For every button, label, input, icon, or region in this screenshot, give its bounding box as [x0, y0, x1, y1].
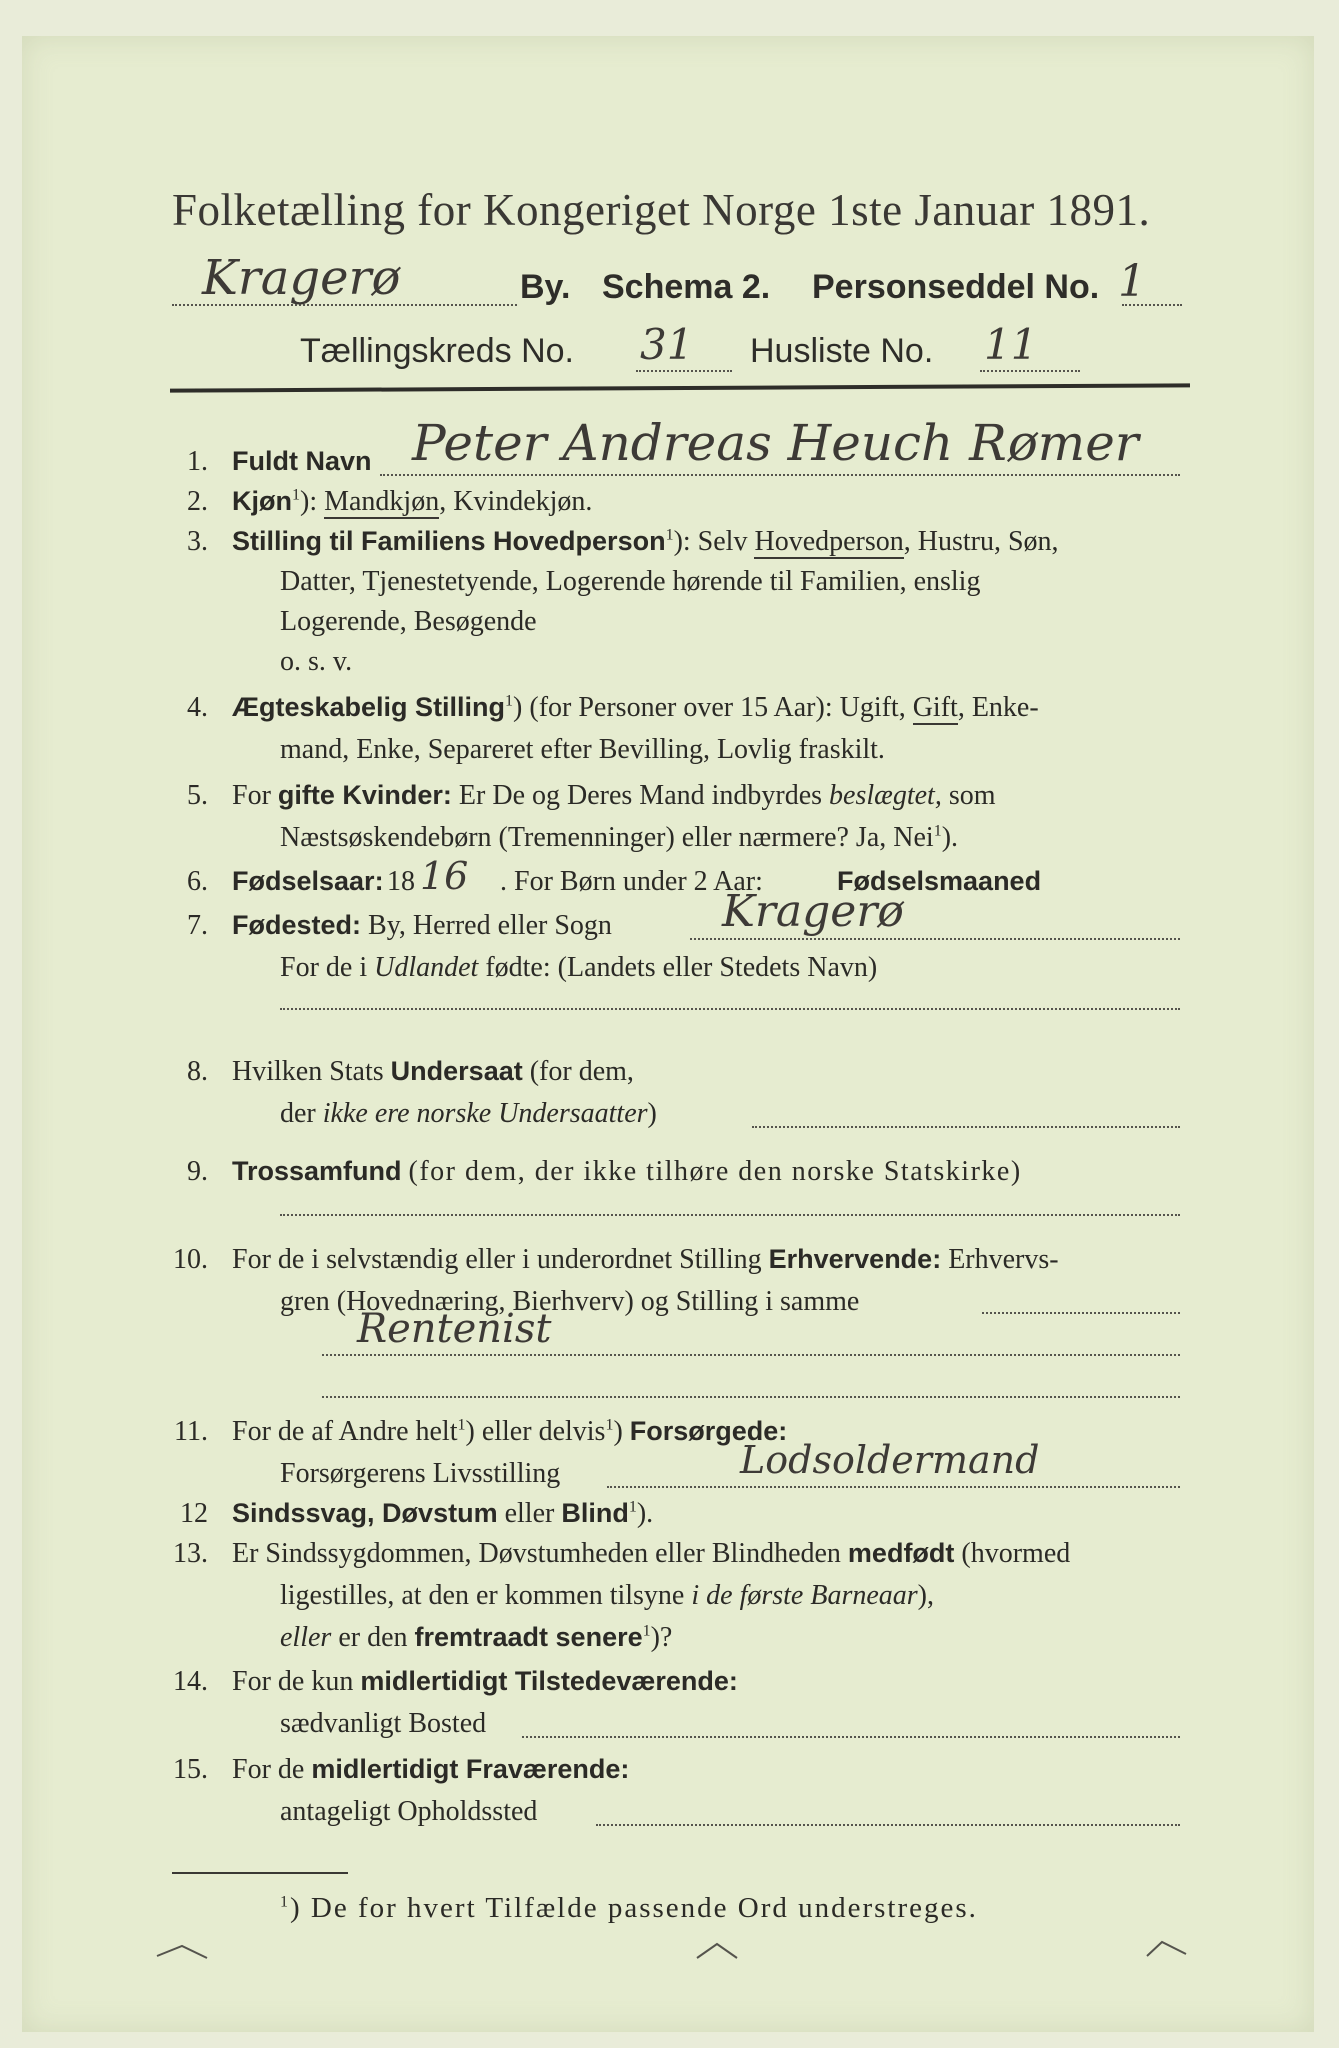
item-7-line [690, 938, 1180, 940]
item-4-b: , Enke- [957, 692, 1039, 723]
corner-mark-right-icon [1142, 1932, 1192, 1962]
item-2-label: Kjøn [232, 486, 292, 516]
husliste-dotted-line [980, 370, 1080, 372]
item-13-b: (hvormed [961, 1538, 1071, 1569]
item-7-line-2a: For de i [280, 952, 368, 983]
item-7-a: By, Herred eller Sogn [368, 910, 612, 941]
item-3-a: ): Selv [673, 526, 748, 557]
item-13-number: 13. [173, 1538, 208, 1569]
item-13-line-3b: )? [650, 1622, 673, 1653]
item-11-line [607, 1486, 1180, 1488]
item-15-label: midlertidigt Fraværende: [311, 1754, 630, 1784]
item-13-line-2 [280, 1580, 934, 1612]
item-8-line-2a: der [280, 1098, 316, 1129]
item-3-b: , Hustru, Søn, [903, 526, 1059, 557]
item-11-line-1 [232, 1416, 787, 1448]
corner-mark-center-icon [692, 1936, 742, 1966]
item-11-value: Lodsoldermand [740, 1438, 1040, 1482]
item-11-b: ) eller delvis [465, 1416, 606, 1447]
item-1-line [380, 474, 1180, 476]
item-12-a: eller [504, 1498, 555, 1529]
personseddel-label: Personseddel No. [812, 268, 1100, 306]
census-form-page [22, 36, 1314, 2032]
item-4-line-1 [232, 692, 1039, 724]
item-14-label: midlertidigt Tilstedeværende: [360, 1666, 738, 1696]
item-5-b: som [948, 780, 996, 811]
item-5-label: gifte Kvinder: [277, 780, 452, 810]
item-13-line-3i: eller [280, 1622, 332, 1653]
personseddel-number: 1 [1118, 256, 1146, 307]
item-14-line-1 [232, 1666, 738, 1698]
item-12-label-2: Blind [561, 1498, 629, 1528]
item-11-label: Forsørgede: [629, 1416, 788, 1446]
item-3-underlined: Hovedperson [754, 526, 904, 557]
item-8-line-1 [232, 1056, 634, 1088]
item-14-number: 14. [173, 1666, 208, 1697]
item-8-label: Undersaat [390, 1056, 523, 1086]
item-1-value: Peter Andreas Heuch Rømer [412, 414, 1139, 472]
item-12-line-1 [232, 1498, 653, 1530]
item-10-b: Erhvervs- [948, 1244, 1059, 1275]
item-4-number: 4. [187, 692, 208, 723]
item-12-label: Sindssvag, Døvstum [232, 1498, 498, 1528]
item-6-value: 16 [420, 854, 469, 898]
item-4-label: Ægteskabelig Stilling [232, 692, 506, 722]
header-rule [170, 383, 1190, 392]
item-6-label-2: Fødselsmaaned [837, 866, 1042, 896]
item-3-line-4: o. s. v. [280, 646, 353, 677]
item-12-sup: 1 [628, 1498, 637, 1516]
item-13-a: Er Sindssygdommen, Døvstumheden eller Blindheden [232, 1538, 841, 1569]
item-14-line-2: sædvanligt Bosted [280, 1708, 487, 1739]
item-10-line-2: gren (Hovednæring, Bierhverv) og Stilling i samme [280, 1286, 860, 1317]
item-1-number: 1. [187, 446, 208, 477]
item-11-sup-2: 1 [605, 1416, 614, 1434]
item-7-extra-line [280, 1008, 1180, 1010]
item-8-line-2i: ikke ere norske Undersaatter [322, 1098, 648, 1129]
item-13-line-3 [280, 1622, 672, 1654]
husliste-label: Husliste No. [750, 332, 934, 370]
item-3-line-2: Datter, Tjenestetyende, Logerende hørende til Familien, enslig [280, 566, 981, 597]
item-11-a: For de af Andre helt [232, 1416, 458, 1447]
item-3-line-3: Logerende, Besøgende [280, 606, 537, 637]
item-15-line-2: antageligt Opholdssted [280, 1796, 538, 1827]
item-6-mid: . For Børn under 2 Aar: [500, 866, 763, 897]
kreds-number: 31 [640, 320, 694, 369]
item-5-line-2 [280, 822, 958, 854]
item-2-text [232, 486, 592, 518]
item-15-line-1 [232, 1754, 629, 1786]
personseddel-dotted-line [1122, 304, 1182, 306]
item-10-number: 10. [173, 1244, 208, 1275]
item-8-number: 8. [187, 1056, 208, 1087]
item-15-a: For de [232, 1754, 305, 1785]
item-13-line-3a: er den [338, 1622, 408, 1653]
item-8-a: Hvilken Stats [232, 1056, 384, 1087]
item-5-end: ). [941, 822, 959, 853]
item-7-line-2b: fødte: (Landets eller Stedets Navn) [485, 952, 878, 983]
footnote-rule [172, 1872, 348, 1874]
item-7-line-2i: Udlandet [374, 952, 479, 983]
item-14-line [522, 1736, 1180, 1738]
item-10-label: Erhvervende: [768, 1244, 942, 1274]
item-5-sup: 1 [933, 822, 942, 840]
item-7-line-2 [280, 952, 877, 984]
item-7-label: Fødested: [232, 910, 362, 940]
footnote [280, 1892, 978, 1925]
item-4-sup: 1 [505, 692, 514, 710]
item-8-line-2b: ) [647, 1098, 657, 1129]
item-7-line-1 [232, 910, 612, 942]
item-12-b: ). [636, 1498, 654, 1529]
item-12-number: 12 [180, 1498, 208, 1529]
item-15-number: 15. [173, 1754, 208, 1785]
item-5-number: 5. [187, 780, 208, 811]
item-10-extra-line [322, 1396, 1180, 1398]
item-8-line-2 [280, 1098, 657, 1130]
item-9-extra-line [280, 1214, 1180, 1216]
item-8-line [752, 1126, 1180, 1128]
husliste-number: 11 [984, 320, 1038, 369]
item-11-sup: 1 [457, 1416, 466, 1434]
item-11-c: ) [613, 1416, 623, 1447]
item-2-number: 2. [187, 486, 208, 517]
item-10-a: For de i selvstændig eller i underordnet Stilling [232, 1244, 762, 1275]
footnote-sup: 1 [280, 1893, 290, 1911]
city-handwritten: Kragerø [202, 250, 401, 306]
item-3-number: 3. [187, 526, 208, 557]
item-10-line [982, 1312, 1180, 1314]
item-13-line-2i: i de første Barneaar [691, 1580, 918, 1611]
item-5-a: Er De og Deres Mand indbyrdes [458, 780, 823, 811]
item-1-label: Fuldt Navn [232, 446, 372, 476]
item-4-line-2: mand, Enke, Separeret efter Bevilling, Lovlig fraskilt. [280, 734, 885, 765]
item-11-line-2: Forsørgerens Livsstilling [280, 1458, 561, 1489]
item-4-underlined: Gift [912, 692, 958, 723]
item-5-italic: beslægtet, [829, 780, 942, 811]
item-10-value: Rentenist [357, 1306, 552, 1352]
item-14-a: For de kun [232, 1666, 354, 1697]
footnote-text: ) De for hvert Tilfælde passende Ord understreges. [290, 1892, 978, 1924]
item-9-a: (for dem, der ikke tilhøre den norske Statskirke) [408, 1156, 1022, 1187]
item-9-line-1 [232, 1156, 1022, 1188]
item-2-underlined: Mandkjøn [324, 486, 440, 517]
item-6-label: Fødselsaar: [232, 866, 384, 896]
item-6-prefix: 18 [387, 866, 415, 897]
item-6-number: 6. [187, 866, 208, 897]
form-title: Folketælling for Kongeriget Norge 1ste Januar 1891. [172, 185, 1151, 235]
item-7-value: Kragerø [722, 886, 904, 937]
item-4-a: ) (for Personer over 15 Aar): Ugift, [513, 692, 906, 723]
item-15-line [596, 1824, 1180, 1826]
item-3-label: Stilling til Familiens Hovedperson [232, 526, 666, 556]
item-13-label: medfødt [847, 1538, 955, 1568]
item-9-number: 9. [187, 1156, 208, 1187]
item-9-label: Trossamfund [232, 1156, 402, 1186]
item-13-line-2a: ligestilles, at den er kommen tilsyne [280, 1580, 685, 1611]
item-7-number: 7. [187, 910, 208, 941]
item-8-b: (for dem, [529, 1056, 634, 1087]
item-10-value-line [322, 1354, 1180, 1356]
item-13-label-3: fremtraadt senere [414, 1622, 643, 1652]
item-5-line-2-text: Næstsøskendebørn (Tremenninger) eller nærmere? Ja, Nei [280, 822, 934, 853]
corner-mark-left-icon [152, 1936, 212, 1966]
item-3-line-1 [232, 526, 1059, 558]
item-13-line-2b: ), [917, 1580, 934, 1611]
by-label: By. [520, 268, 571, 306]
item-2-sup: 1 [292, 486, 300, 504]
item-2-after: , Kvindekjøn. [439, 486, 593, 517]
item-10-line-1 [232, 1244, 1059, 1276]
kreds-label: Tællingskreds No. [300, 332, 574, 370]
item-13-sup: 1 [642, 1622, 651, 1640]
item-2-rest: ): [300, 486, 318, 517]
kreds-dotted-line [636, 370, 732, 372]
item-5-line-1 [232, 780, 996, 812]
item-5-pre: For [232, 780, 271, 811]
item-13-line-1 [232, 1538, 1070, 1570]
item-3-sup: 1 [665, 526, 674, 544]
schema-label: Schema 2. [602, 268, 771, 306]
item-11-number: 11. [174, 1416, 208, 1447]
